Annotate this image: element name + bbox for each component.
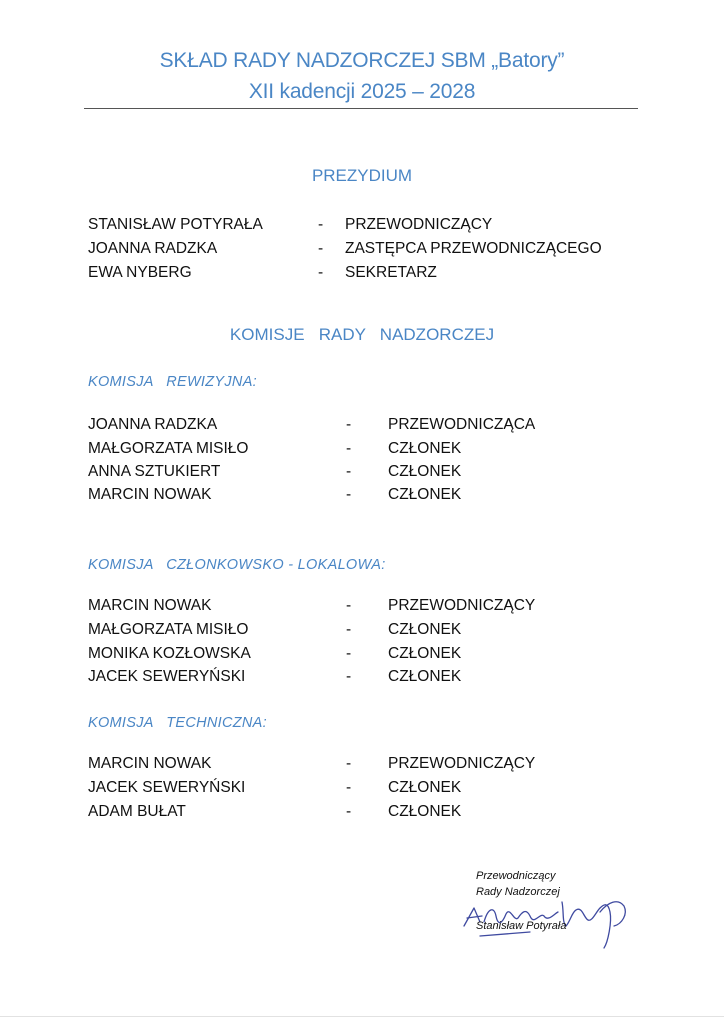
- member-name: ADAM BUŁAT: [88, 803, 186, 820]
- member-role: CZŁONEK: [388, 621, 462, 638]
- document-title: SKŁAD RADY NADZORCZEJ SBM „Batory”: [159, 49, 565, 72]
- member-role: CZŁONEK: [388, 645, 462, 662]
- member-role: PRZEWODNICZĄCY: [388, 597, 536, 614]
- committee-member-row: [88, 438, 648, 460]
- member-role: CZŁONEK: [388, 803, 462, 820]
- signatory-name: Stanisław Potyrała: [476, 920, 567, 932]
- committee-member-row: [88, 461, 648, 483]
- member-name: JACEK SEWERYŃSKI: [88, 668, 246, 685]
- committee-member-row: [88, 595, 648, 617]
- member-name: MARCIN NOWAK: [88, 597, 212, 614]
- member-name: EWA NYBERG: [88, 264, 192, 281]
- title-divider: [84, 108, 638, 109]
- presidium-member-row: [88, 238, 648, 260]
- dash-separator: -: [346, 668, 352, 685]
- dash-separator: -: [346, 621, 352, 638]
- member-role: PRZEWODNICZĄCA: [388, 416, 536, 433]
- member-role: SEKRETARZ: [345, 264, 437, 281]
- committee-member-row: [88, 414, 648, 436]
- member-name: MONIKA KOZŁOWSKA: [88, 645, 251, 662]
- member-name: JACEK SEWERYŃSKI: [88, 779, 246, 796]
- member-role: CZŁONEK: [388, 668, 462, 685]
- dash-separator: -: [346, 463, 352, 480]
- document-subtitle-term: XII kadencji 2025 – 2028: [248, 80, 476, 103]
- signature-title-line2: Rady Nadzorczej: [476, 886, 560, 898]
- dash-separator: -: [346, 416, 352, 433]
- committee-audit-heading: KOMISJA REWIZYJNA:: [88, 374, 258, 390]
- committee-member-row: [88, 666, 648, 688]
- member-role: ZASTĘPCA PRZEWODNICZĄCEGO: [345, 240, 602, 257]
- dash-separator: -: [318, 264, 324, 281]
- dash-separator: -: [346, 645, 352, 662]
- committee-membership-housing-heading: KOMISJA CZŁONKOWSKO - LOKALOWA:: [88, 557, 386, 573]
- signature-block: [458, 868, 648, 958]
- member-role: CZŁONEK: [388, 779, 462, 796]
- dash-separator: -: [318, 240, 324, 257]
- dash-separator: -: [346, 486, 352, 503]
- member-name: JOANNA RADZKA: [88, 416, 218, 433]
- dash-separator: -: [346, 755, 352, 772]
- member-role: CZŁONEK: [388, 486, 462, 503]
- committee-member-row: [88, 753, 648, 775]
- presidium-member-row: [88, 214, 648, 236]
- member-name: MARCIN NOWAK: [88, 755, 212, 772]
- member-name: MARCIN NOWAK: [88, 486, 212, 503]
- dash-separator: -: [346, 597, 352, 614]
- committee-member-row: [88, 619, 648, 641]
- member-name: ANNA SZTUKIERT: [88, 463, 221, 480]
- committees-heading: KOMISJE RADY NADZORCZEJ: [229, 325, 495, 344]
- committee-technical-heading: KOMISJA TECHNICZNA:: [88, 715, 267, 731]
- committee-member-row: [88, 801, 648, 823]
- member-name: STANISŁAW POTYRAŁA: [88, 216, 263, 233]
- page-bottom-edge: [0, 1016, 724, 1017]
- member-role: PRZEWODNICZĄCY: [345, 216, 493, 233]
- dash-separator: -: [346, 803, 352, 820]
- member-role: PRZEWODNICZĄCY: [388, 755, 536, 772]
- committee-member-row: [88, 484, 648, 506]
- dash-separator: -: [346, 779, 352, 796]
- member-role: CZŁONEK: [388, 463, 462, 480]
- member-role: CZŁONEK: [388, 440, 462, 457]
- member-name: MAŁGORZATA MISIŁO: [88, 440, 249, 457]
- dash-separator: -: [346, 440, 352, 457]
- member-name: MAŁGORZATA MISIŁO: [88, 621, 249, 638]
- presidium-member-row: [88, 262, 648, 284]
- committee-member-row: [88, 777, 648, 799]
- member-name: JOANNA RADZKA: [88, 240, 218, 257]
- dash-separator: -: [318, 216, 324, 233]
- signature-title-line1: Przewodniczący: [476, 870, 556, 882]
- committee-member-row: [88, 643, 648, 665]
- presidium-heading: PREZYDIUM: [311, 166, 413, 185]
